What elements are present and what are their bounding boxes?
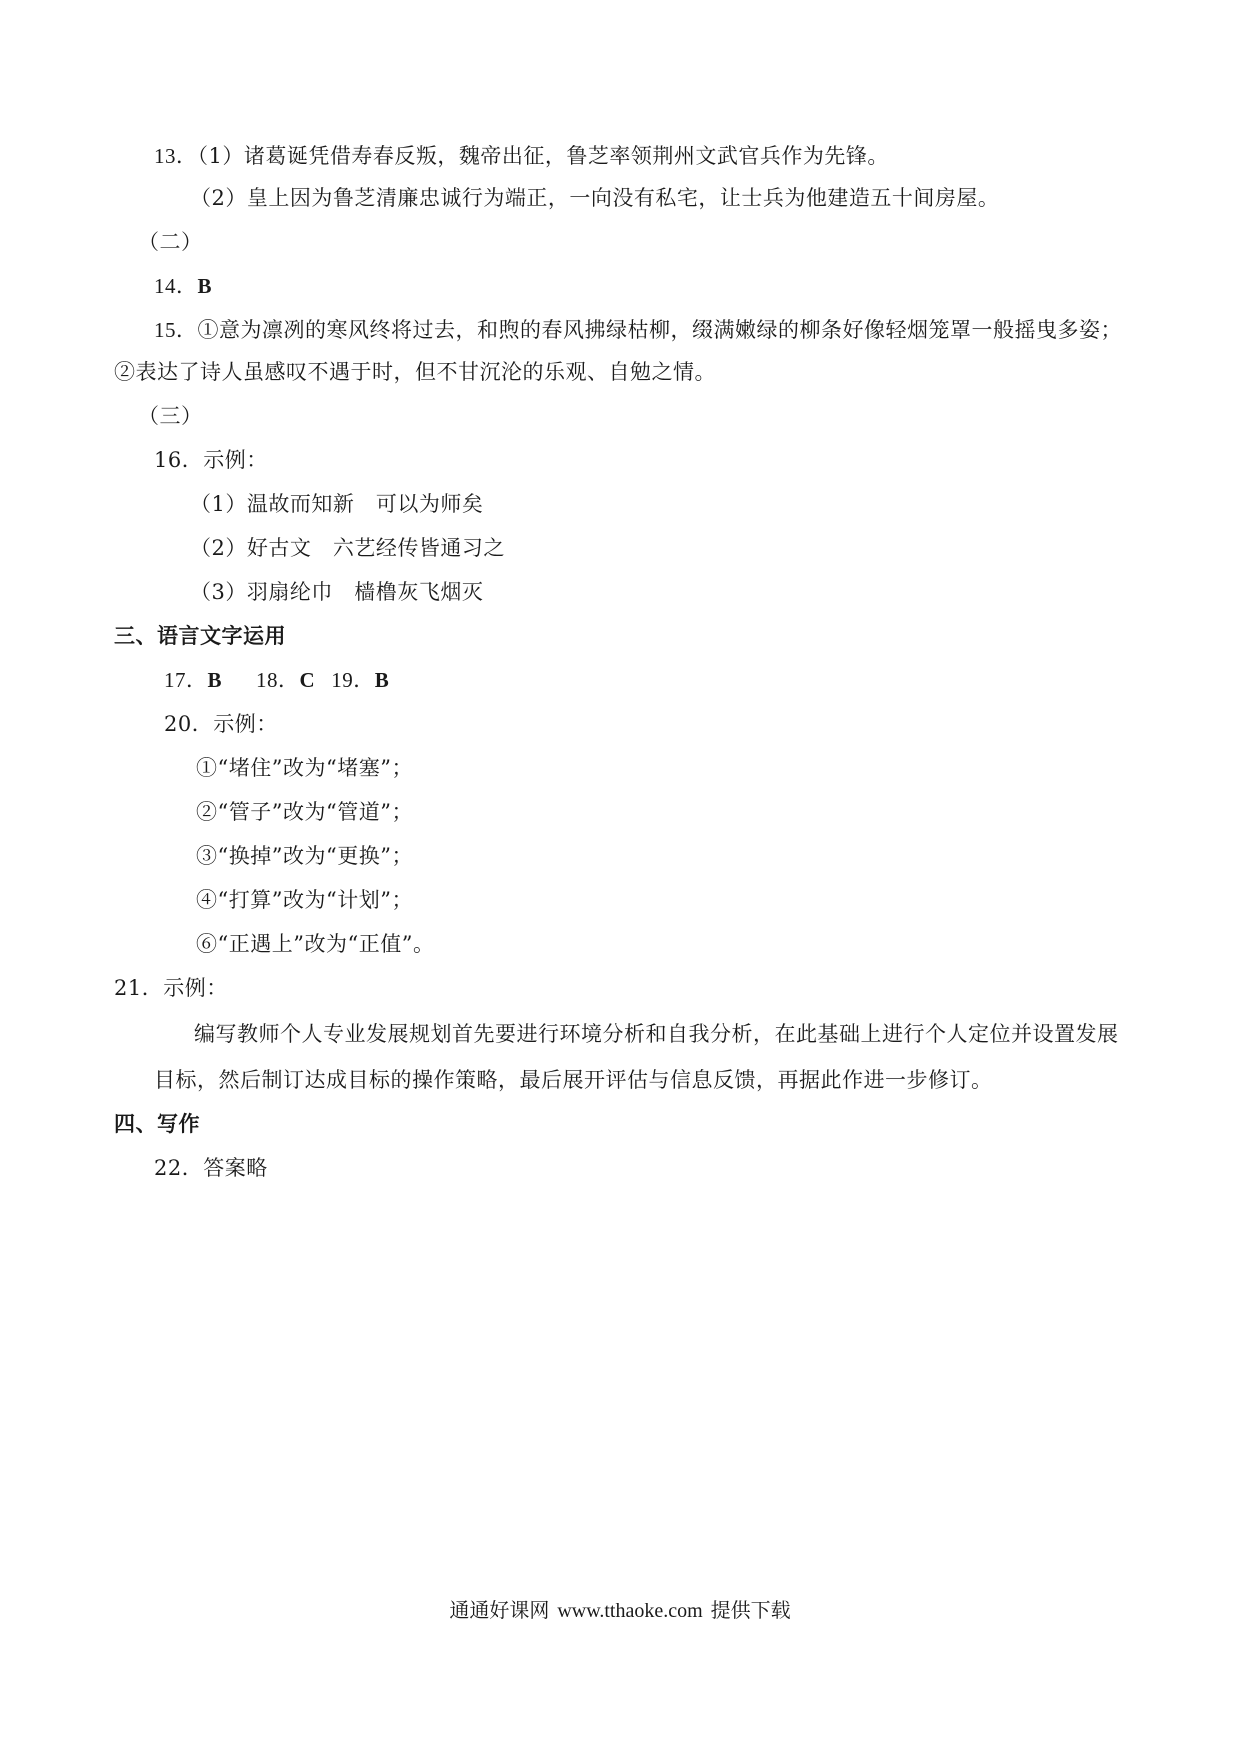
heading-language-use: 三、语言文字运用 (114, 624, 286, 648)
q14 (154, 272, 212, 300)
q17-answer: B (207, 668, 223, 692)
q20-item-2: ②“管子”改为“管道”； (196, 800, 413, 824)
q16-item-3: （3）羽扇纶巾 樯橹灰飞烟灭 (190, 580, 484, 604)
q13-line1 (154, 142, 889, 170)
footer-suffix: 提供下载 (710, 1598, 791, 1622)
q15-line1 (154, 316, 1122, 344)
q21-line2: 目标，然后制订达成目标的操作策略，最后展开评估与信息反馈，再据此作进一步修订。 (154, 1068, 993, 1092)
q16-item-2: （2）好古文 六艺经传皆通习之 (190, 536, 505, 560)
q20-item-5: ⑥“正遇上”改为“正值”。 (196, 932, 435, 956)
q14-label: 14． (154, 274, 198, 298)
footer-url[interactable]: www.tthaoke.com (557, 1600, 703, 1622)
q17-19-answers (164, 666, 389, 694)
page-footer (0, 1596, 1240, 1625)
q13-part2: （2）皇上因为鲁芝清廉忠诚行为端正，一向没有私宅，让士兵为他建造五十间房屋。 (190, 186, 1000, 210)
q14-answer: B (197, 274, 213, 298)
q21-line1: 编写教师个人专业发展规划首先要进行环境分析和自我分析，在此基础上进行个人定位并设置发展 (194, 1022, 1119, 1046)
q19-label: 19． (331, 668, 375, 692)
q17-label: 17． (164, 668, 208, 692)
heading-writing: 四、写作 (114, 1112, 200, 1136)
section-san: （三） (138, 404, 203, 428)
q20-item-1: ①“堵住”改为“堵塞”； (196, 756, 413, 780)
q22: 22．答案略 (154, 1156, 268, 1180)
q18-label: 18． (256, 668, 300, 692)
section-er: （二） (138, 230, 203, 254)
q15-line2: ②表达了诗人虽感叹不遇于时，但不甘沉沦的乐观、自勉之情。 (114, 360, 716, 384)
q20-label: 20．示例： (164, 712, 278, 736)
q18-answer: C (299, 668, 316, 692)
q13-part1: （1）诸葛诞凭借寿春反叛，魏帝出征，鲁芝率领荆州文武官兵作为先锋。 (197, 144, 889, 168)
footer-site-name: 通通好课网 (449, 1598, 550, 1622)
q21-label: 21．示例： (114, 976, 228, 1000)
q16-label: 16．示例： (154, 448, 268, 472)
q15-text1: ①意为凛冽的寒风终将过去，和煦的春风拂绿枯柳，缀满嫩绿的柳条好像轻烟笼罩一般摇曳多姿； (197, 318, 1122, 342)
q15-label: 15． (154, 318, 198, 342)
q20-item-4: ④“打算”改为“计划”； (196, 888, 413, 912)
q16-item-1: （1）温故而知新 可以为师矣 (190, 492, 484, 516)
q13-label: 13． (154, 144, 198, 168)
q20-item-3: ③“换掉”改为“更换”； (196, 844, 413, 868)
q19-answer: B (374, 668, 390, 692)
